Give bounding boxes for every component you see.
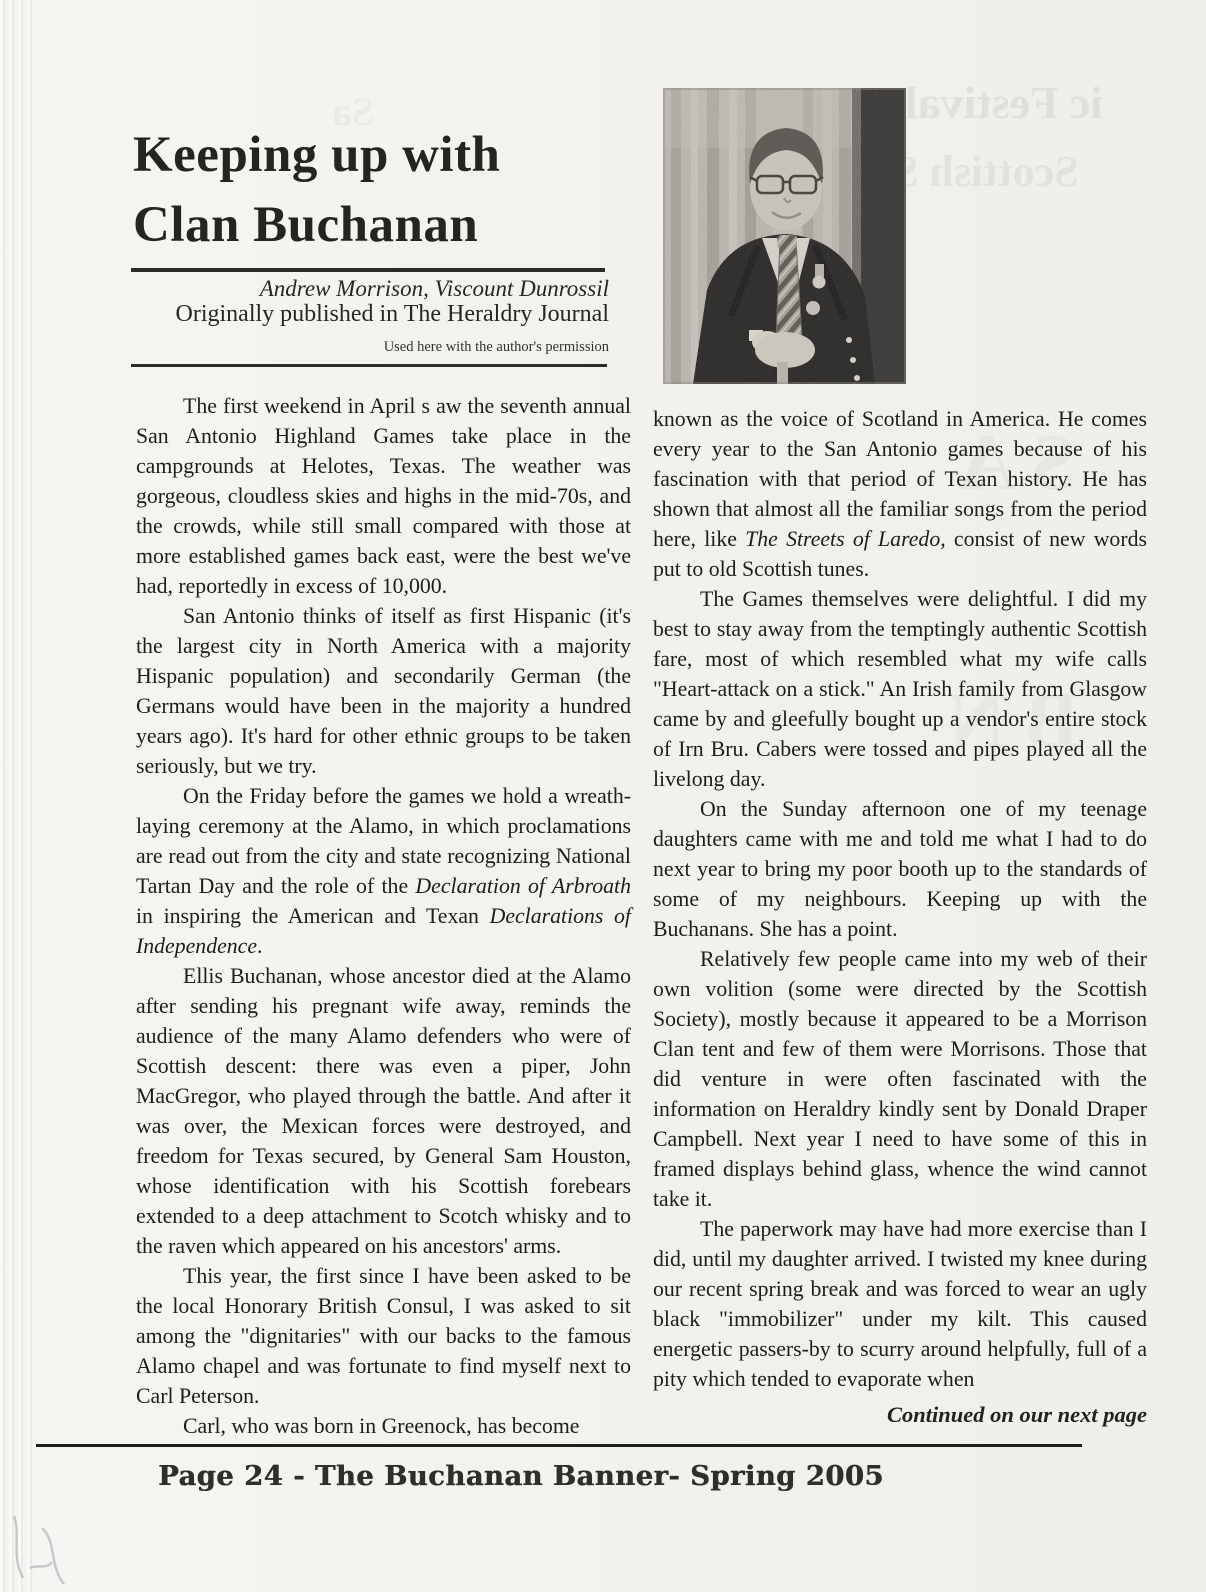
paragraph: This year, the first since I have been asked to be the local Honorary British Consul, I was asked to sit among the "dignitaries" with our backs to the famous Alamo chapel and was fortunate to find myself next to Carl Peterson. bbox=[136, 1264, 631, 1408]
permission-note: Used here with the author's permission bbox=[383, 339, 609, 355]
bleedthrough-text: Sa bbox=[332, 89, 375, 134]
right-column bbox=[653, 404, 1147, 1430]
text-run: . bbox=[257, 934, 263, 958]
footer-page-label: Page 24 - The Buchanan Banner- Spring 2005 bbox=[158, 1460, 884, 1492]
left-column bbox=[136, 391, 631, 1441]
paragraph: Ellis Buchanan, whose ancestor died at the Alamo after sending his pregnant wife away, reminds the audience of the many Alamo defenders who were of Scottish descent: there was even a piper, John MacGregor, who played through the battle. And after it was over, the Mexican forces were destroyed, and freedom for Texas secured, by General Sam Houston, whose identification with his Scottish forebears extended to a deep attachment to Scotch whisky and to the raven which appeared on his ancestors' arms. bbox=[136, 964, 631, 1258]
paragraph: San Antonio thinks of itself as first Hispanic (it's the largest city in North America with a majority Hispanic population) and secondarily German (the Germans would have been in the majority a hundred years ago). It's hard for other ethnic groups to be taken seriously, but we try. bbox=[136, 604, 631, 778]
pen-marks bbox=[0, 1498, 130, 1592]
byline: Andrew Morrison, Viscount Dunrossil bbox=[259, 276, 609, 301]
paragraph: Carl, who was born in Greenock, has become bbox=[183, 1414, 580, 1438]
text-run-italic: Declaration of Arbroath bbox=[415, 874, 631, 898]
text-run: in inspiring the American and Texan bbox=[136, 904, 490, 928]
byline-block bbox=[131, 276, 609, 302]
headline-rule bbox=[131, 268, 605, 272]
bleedthrough-text: B N bbox=[948, 677, 1080, 765]
bleedthrough-text: Scottish So bbox=[872, 147, 1079, 196]
continued-note: Continued on our next page bbox=[886, 1402, 1147, 1427]
paragraph: On the Sunday afternoon one of my teenage daughters came with me and told me what I had to do next year to bring my poor booth up to the standards of some of my neighbours. Keeping up with the Buchanans. She has a point. bbox=[653, 797, 1147, 941]
article-title-line1: Keeping up with bbox=[133, 127, 501, 183]
text-run-italic: The Streets of Laredo, bbox=[745, 527, 946, 551]
paragraph: The first weekend in April s aw the seventh annual San Antonio Highland Games take place in the campgrounds at Helotes, Texas. The weather was gorgeous, cloudless skies and highs in the mid-70s, and the crowds, while still small compared with those at more established games back east, were the best we've had, reportedly in excess of 10,000. bbox=[136, 394, 631, 598]
text-run: consist of new words put to old Scottish tunes. bbox=[653, 527, 1147, 581]
portrait-photo bbox=[663, 88, 906, 384]
paragraph: The Games themselves were delightful. I did my best to stay away from the temptingly authentic Scottish fare, most of which resembled what my wife calls "Heart-attack on a stick." An Irish family from Glasgow came by and gleefully bought up a vendor's entire stock of Irn Bru. Cabers were tossed and pipes played all the livelong day. bbox=[653, 587, 1147, 791]
article-title bbox=[133, 120, 663, 260]
text-run: On the Friday before the games we hold a wreath-laying ceremony at the Alamo, in which proclamations are read out from the city and state recognizing National Tartan Day and the role of the bbox=[136, 784, 631, 898]
paragraph bbox=[653, 404, 1147, 584]
publication-prefix: Originally published in bbox=[175, 301, 404, 327]
permission-line bbox=[131, 338, 609, 356]
header-bottom-rule bbox=[131, 364, 607, 367]
publication-line bbox=[131, 301, 609, 328]
paragraph bbox=[136, 781, 631, 961]
article-title-line2: Clan Buchanan bbox=[133, 197, 479, 253]
footer-rule bbox=[36, 1444, 1082, 1447]
bleedthrough-text: S A bbox=[958, 419, 1076, 507]
scanner-edge-artifact bbox=[0, 0, 34, 1592]
publication-source: The Heraldry Journal bbox=[403, 301, 609, 327]
text-run-italic: Declarations of Independence bbox=[136, 904, 631, 958]
paragraph: The paperwork may have had more exercise than I did, until my daughter arrived. I twisted my knee during our recent spring break and was forced to wear an ugly black "immobilizer" under my kilt. This caused energetic passers-by to scurry around helpfully, full of a pity which tended to evaporate when bbox=[653, 1217, 1147, 1391]
text-run: known as the voice of Scotland in America. He comes every year to the San Antonio games because of his fascination with that period of Texan history. He has shown that almost all the familiar songs from the period here, like bbox=[653, 407, 1147, 551]
bleedthrough-text: ic Festival bbox=[905, 77, 1103, 128]
paragraph: Relatively few people came into my web of their own volition (some were directed by the Scottish Society), mostly because it appeared to be a Morrison Clan tent and few of them were Morrisons. Those that did venture in were often fascinated with the information on Heraldry kindly sent by Donald Draper Campbell. Next year I need to have some of this in framed displays behind glass, whence the wind cannot take it. bbox=[653, 947, 1147, 1211]
photo-grain bbox=[663, 88, 906, 384]
